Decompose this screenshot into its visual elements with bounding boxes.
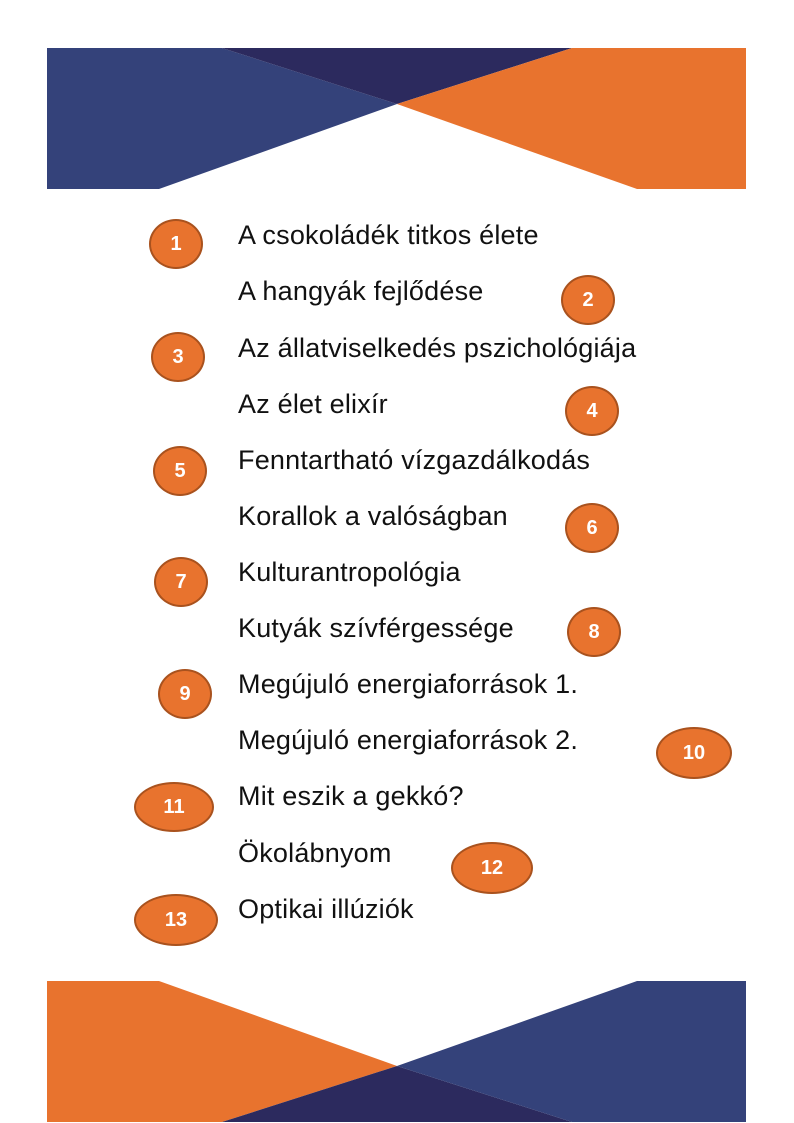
list-item [0,717,794,773]
list-item [0,325,794,381]
list-item [0,605,794,661]
topic-title: Kulturantropológia [238,557,461,587]
bottom-banner-graphic [47,981,746,1122]
topic-title: A hangyák fejlődése [238,276,484,306]
number-badge: 6 [565,503,619,553]
topic-title: Ökolábnyom [238,838,392,868]
topic-title: Az állatviselkedés pszichológiája [238,333,637,363]
number-badge: 11 [134,782,214,832]
list-item [0,830,794,886]
topic-title: A csokoládék titkos élete [238,220,539,250]
number-badge: 8 [567,607,621,657]
topic-title: Megújuló energiaforrások 2. [238,725,579,755]
number-badge: 2 [561,275,615,325]
top-banner [47,48,746,189]
topic-title: Mit eszik a gekkó? [238,781,464,811]
topic-title: Megújuló energiaforrások 1. [238,669,579,699]
top-banner-graphic [47,48,746,189]
list-item [0,268,794,324]
list-item [0,493,794,549]
number-badge: 3 [151,332,205,382]
list-item [0,437,794,493]
list-item [0,661,794,717]
topic-title: Korallok a valóságban [238,501,508,531]
list-item [0,549,794,605]
list-item [0,773,794,829]
list-item [0,212,794,268]
number-badge: 7 [154,557,208,607]
number-badge: 4 [565,386,619,436]
number-badge: 13 [134,894,218,946]
topic-title: Kutyák szívférgessége [238,613,514,643]
list-item [0,886,794,942]
number-badge: 12 [451,842,533,894]
number-badge: 9 [158,669,212,719]
topic-title: Az élet elixír [238,389,388,419]
list-item [0,381,794,437]
bottom-banner [47,981,746,1122]
number-badge: 1 [149,219,203,269]
number-badge: 5 [153,446,207,496]
topic-title: Optikai illúziók [238,894,414,924]
number-badge: 10 [656,727,732,779]
topic-title: Fenntartható vízgazdálkodás [238,445,591,475]
